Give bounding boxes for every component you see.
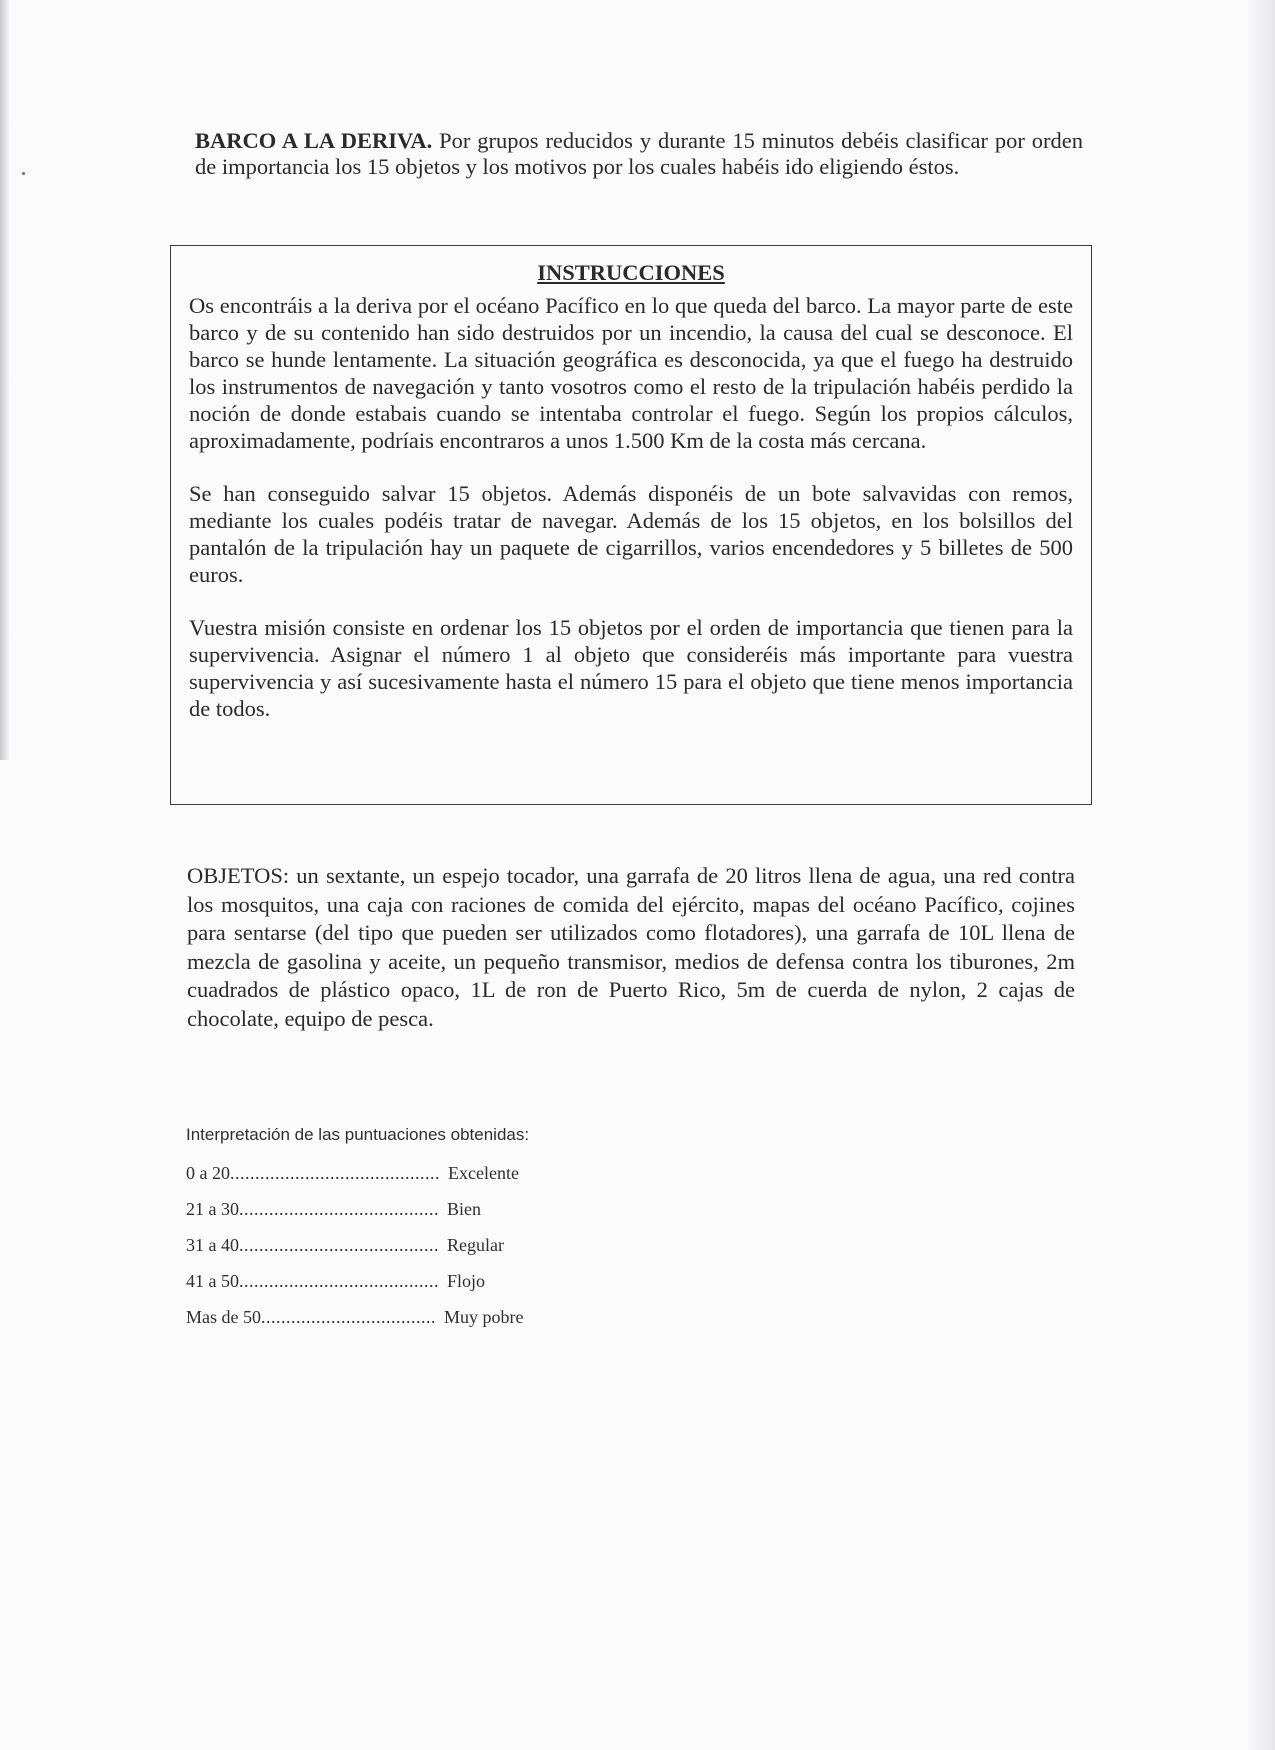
score-range: 31 a 40: [186, 1234, 239, 1255]
instructions-box: [170, 245, 1092, 805]
score-range: 21 a 30: [186, 1198, 239, 1219]
score-range: 41 a 50: [186, 1270, 239, 1291]
score-row: [186, 1155, 606, 1191]
score-label: Flojo: [447, 1270, 486, 1291]
score-leader-dots: ..........................................: [230, 1162, 440, 1183]
intro-text: Por grupos reducidos y durante 15 minutos debéis clasificar por orden de importancia los 15 objetos y los motivos por los cuales habéis ido eligiendo éstos.: [195, 128, 1083, 179]
score-range: Mas de 50: [186, 1306, 261, 1327]
instructions-paragraph-2: Se han conseguido salvar 15 objetos. Además disponéis de un bote salvavidas con remos, mediante los cuales podéis tratar de navegar. Además de los 15 objetos, en los bolsillos del pantalón de la tripulación hay un paquete de cigarrillos, varios encendedores y 5 billetes de 500 euros.: [189, 481, 1073, 587]
score-label: Bien: [447, 1198, 481, 1219]
score-leader-dots: ...................................: [261, 1306, 436, 1327]
scan-speck: [22, 172, 25, 175]
score-row: [186, 1227, 606, 1263]
instructions-paragraph-3: Vuestra misión consiste en ordenar los 15 objetos por el orden de importancia que tienen para la supervivencia. Asignar el número 1 al objeto que consideréis más importante para vuestra supervivencia y así sucesivamente hasta el número 15 para el objeto que tiene menos importancia de todos.: [189, 615, 1073, 721]
intro-paragraph: [195, 128, 1083, 180]
score-leader-dots: ........................................: [239, 1270, 439, 1291]
score-interpretation-title: Interpretación de las puntuaciones obtenidas:: [186, 1125, 530, 1144]
score-label: Regular: [447, 1234, 504, 1255]
score-interpretation: [186, 1125, 606, 1335]
scan-edge-mark: [0, 0, 10, 760]
score-leader-dots: ........................................: [239, 1198, 439, 1219]
score-leader-dots: ........................................: [239, 1234, 439, 1255]
score-label: Muy pobre: [444, 1306, 524, 1327]
score-label: Excelente: [448, 1162, 519, 1183]
instructions-title: INSTRUCCIONES: [537, 260, 725, 285]
score-row: [186, 1299, 606, 1335]
instructions-paragraph-1: Os encontráis a la deriva por el océano Pacífico en lo que queda del barco. La mayor parte de este barco y de su contenido han sido destruidos por un incendio, la causa del cual se desconoce. El barco se hunde lentamente. La situación geográfica es desconocida, ya que el fuego ha destruido los instrumentos de navegación y tanto vosotros como el resto de la tripulación habéis perdido la noción de donde estabais cuando se intentaba controlar el fuego. Según los propios cálculos, aproximadamente, podríais encontraros a unos 1.500 Km de la costa más cercana.: [189, 293, 1073, 453]
page-edge-shadow: [1247, 0, 1275, 1750]
document-title: BARCO A LA DERIVA.: [195, 128, 433, 153]
score-row: [186, 1191, 606, 1227]
score-row: [186, 1263, 606, 1299]
objects-paragraph: OBJETOS: un sextante, un espejo tocador, una garrafa de 20 litros llena de agua, una red contra los mosquitos, una caja con raciones de comida del ejército, mapas del océano Pacífico, cojines para sentarse (del tipo que pueden ser utilizados como flotadores), una garrafa de 10L llena de mezcla de gasolina y aceite, un pequeño transmisor, medios de defensa contra los tiburones, 2m cuadrados de plástico opaco, 1L de ron de Puerto Rico, 5m de cuerda de nylon, 2 cajas de chocolate, equipo de pesca.: [187, 863, 1075, 1031]
score-range: 0 a 20: [186, 1162, 230, 1183]
